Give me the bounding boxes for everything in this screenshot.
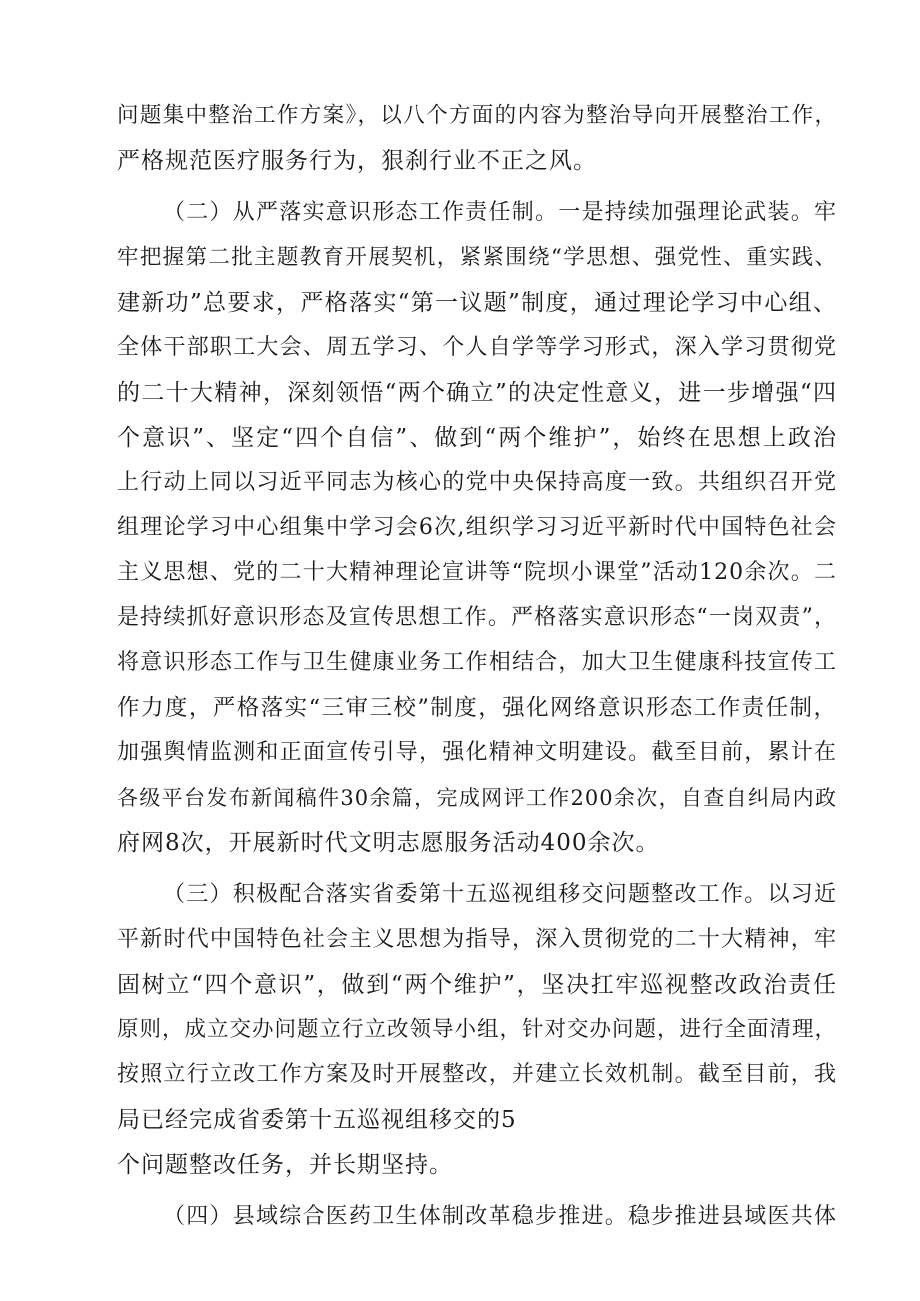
text-line: 严格规范医疗服务行为，狠刹行业不正之风。	[117, 148, 597, 174]
text-line: 固树立“四个意识”，做到“两个维护”，坚决扛牢巡视整改政治责任	[117, 972, 837, 998]
text-line: 局已经完成省委第十五巡视组移交的5	[117, 1107, 517, 1133]
text-line: 加强舆情监测和正面宣传引导，强化精神文明建设。截至目前，累计在	[117, 740, 837, 765]
text-line: 上行动上同以习近平同志为核心的党中央保持高度一致。共组织召开党	[117, 470, 837, 495]
text-line: 按照立行立改工作方案及时开展整改，并建立长效机制。截至目前，我	[117, 1062, 837, 1087]
text-line: 建新功”总要求，严格落实“第一议题”制度，通过理论学习中心组、	[117, 290, 837, 316]
paragraph-heading-line: （四）县域综合医药卫生体制改革稳步推进。稳步推进县域医共体	[163, 1204, 837, 1229]
text-line: 府网8次，开展新时代文明志愿服务活动400余次。	[117, 830, 660, 856]
paragraph-heading-line: （三）积极配合落实省委第十五巡视组移交问题整改工作。以习近	[163, 882, 837, 907]
text-line: 问题集中整治工作方案》，以八个方面的内容为整治导向开展整治工作，	[117, 103, 837, 128]
text-line: 将意识形态工作与卫生健康业务工作相结合，加大卫生健康科技宣传工	[117, 650, 837, 675]
text-line: 个问题整改任务，并长期坚持。	[117, 1152, 453, 1178]
text-line: 全体干部职工大会、周五学习、个人自学等学习形式，深入学习贯彻党	[117, 335, 837, 360]
text-line: 作力度，严格落实“三审三校”制度，强化网络意识形态工作责任制，	[117, 695, 837, 721]
text-line: 是持续抓好意识形态及宣传思想工作。严格落实意识形态“一岗双责”，	[117, 605, 837, 630]
text-line: 主义思想、党的二十大精神理论宣讲等“院坝小课堂”活动120余次。二	[117, 560, 837, 585]
text-line: 的二十大精神，深刻领悟“两个确立”的决定性意义，进一步增强“四	[117, 380, 837, 406]
paragraph-heading-line: （二）从严落实意识形态工作责任制。一是持续加强理论武装。牢	[163, 200, 837, 225]
text-line: 个意识”、坚定“四个自信”、做到“两个维护”，始终在思想上政治	[117, 425, 837, 451]
text-line: 组理论学习中心组集中学习会6次,组织学习习近平新时代中国特色社会	[117, 515, 837, 540]
text-line: 原则，成立交办问题立行立改领导小组，针对交办问题，进行全面清理，	[117, 1017, 838, 1042]
text-line: 各级平台发布新闻稿件30余篇，完成网评工作200余次，自查自纠局内政	[117, 786, 837, 810]
text-line: 牢把握第二批主题教育开展契机，紧紧围绕“学思想、强党性、重实践、	[117, 245, 837, 270]
text-line: 平新时代中国特色社会主义思想为指导，深入贯彻党的二十大精神，牢	[117, 927, 837, 952]
